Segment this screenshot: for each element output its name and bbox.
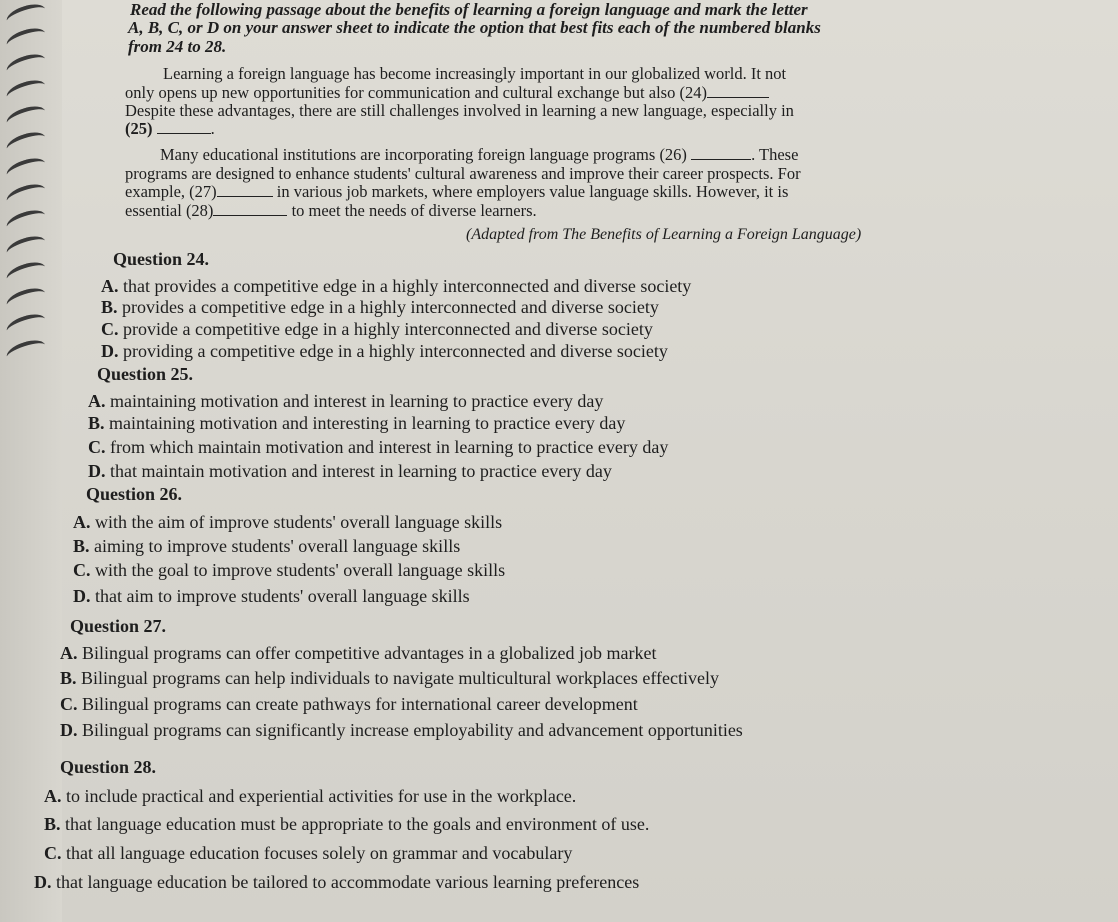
question-28-option-b[interactable]: B. that language education must be appropriate to the goals and environment of use. [44,814,650,834]
passage-line-8: essential (28) to meet the needs of diverse learners. [125,201,537,220]
question-28-option-d[interactable]: D. that language education be tailored to accommodate various learning preferences [34,872,640,892]
question-26-title: Question 26. [86,484,183,504]
question-27-title: Question 27. [70,616,167,636]
instructions-line-2: A, B, C, or D on your answer sheet to indicate the option that best fits each of the numbered blanks [128,18,821,37]
question-24-title: Question 24. [113,249,210,269]
question-26-option-a[interactable]: A. with the aim of improve students' overall language skills [73,512,503,532]
question-25-option-c[interactable]: C. from which maintain motivation and interest in learning to practice every day [88,437,669,457]
question-24-option-c[interactable]: C. provide a competitive edge in a highly interconnected and diverse society [101,319,653,339]
question-25-title: Question 25. [97,364,194,384]
binding-ring [4,336,48,365]
binding-ring [4,284,48,313]
binding-ring [4,76,48,105]
question-24-option-d[interactable]: D. providing a competitive edge in a highly interconnected and diverse society [101,341,668,361]
passage-line-6: programs are designed to enhance students' cultural awareness and improve their career prospects. For [125,164,801,183]
question-26-option-b[interactable]: B. aiming to improve students' overall language skills [73,536,461,556]
binding-ring [4,50,48,79]
binding-ring [4,154,48,183]
question-28-option-a[interactable]: A. to include practical and experiential activities for use in the workplace. [44,786,577,806]
question-28-option-c[interactable]: C. that all language education focuses solely on grammar and vocabulary [44,843,573,863]
question-24-option-b[interactable]: B. provides a competitive edge in a highly interconnected and diverse society [101,297,659,317]
question-26-option-c[interactable]: C. with the goal to improve students' overall language skills [73,560,506,580]
question-25-option-b[interactable]: B. maintaining motivation and interesting in learning to practice every day [88,413,626,433]
instructions-line-3: from 24 to 28. [128,37,227,56]
passage-line-3: Despite these advantages, there are still challenges involved in learning a new language, especially in [125,101,794,120]
question-27-option-d[interactable]: D. Bilingual programs can significantly increase employability and advancement opportunities [60,720,743,740]
question-27-option-b[interactable]: B. Bilingual programs can help individuals to navigate multicultural workplaces effectively [60,668,720,688]
binding-ring [4,206,48,235]
binding-ring [4,102,48,131]
question-25-option-a[interactable]: A. maintaining motivation and interest in learning to practice every day [88,391,604,411]
question-24-option-a[interactable]: A. that provides a competitive edge in a highly interconnected and diverse society [101,276,692,296]
instructions-line-1: Read the following passage about the benefits of learning a foreign language and mark the letter [130,0,808,19]
blank-28 [213,203,287,216]
binding-ring [4,258,48,287]
binding-ring [4,310,48,339]
spiral-binding [0,0,62,922]
passage-line-1: Learning a foreign language has become increasingly important in our globalized world. It not [163,64,787,83]
question-27-option-a[interactable]: A. Bilingual programs can offer competitive advantages in a globalized job market [60,643,657,663]
passage-line-5: Many educational institutions are incorporating foreign language programs (26) . These [160,145,799,164]
binding-ring [4,0,48,29]
binding-ring [4,232,48,261]
question-25-option-d[interactable]: D. that maintain motivation and interest in learning to practice every day [88,461,612,481]
passage-source: (Adapted from The Benefits of Learning a Foreign Language) [466,226,862,243]
question-27-option-c[interactable]: C. Bilingual programs can create pathways for international career development [60,694,638,714]
binding-ring [4,180,48,209]
blank-26 [691,147,751,160]
binding-ring [4,128,48,157]
question-28-title: Question 28. [60,757,157,777]
question-26-option-d[interactable]: D. that aim to improve students' overall language skills [73,586,470,606]
passage-line-4: (25) . [125,119,215,138]
passage-line-2: only opens up new opportunities for communication and cultural exchange but also (24) [125,83,769,103]
blank-25 [157,121,211,134]
blank-24 [707,85,769,98]
blank-27 [217,184,273,197]
passage-line-7: example, (27) in various job markets, where employers value language skills. However, it is [125,182,789,201]
